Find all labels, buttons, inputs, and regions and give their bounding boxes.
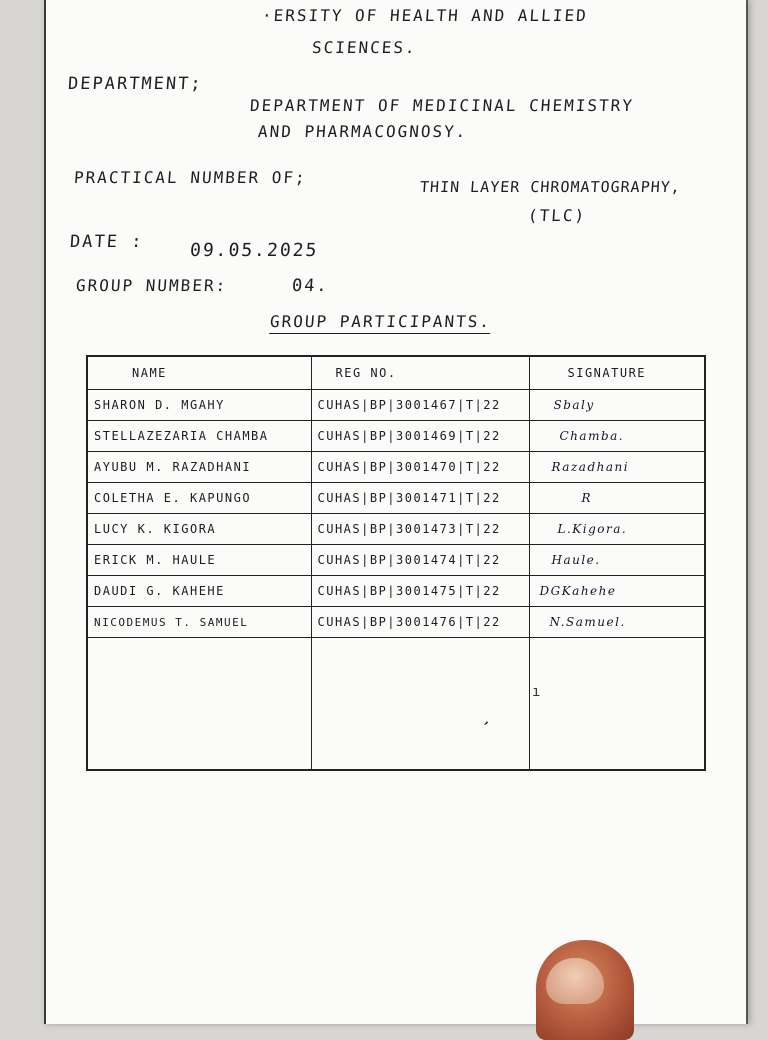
participant-name: AYUBU M. RAZADHANI xyxy=(87,452,311,483)
department-value-line-1: DEPARTMENT OF MEDICINAL CHEMISTRY xyxy=(249,96,635,115)
participant-name: ERICK M. HAULE xyxy=(87,545,311,576)
thumbnail-image xyxy=(546,958,604,1004)
header-reg-no: REG NO. xyxy=(311,356,529,390)
empty-cell xyxy=(87,638,311,771)
date-value: 09.05.2025 xyxy=(189,240,320,261)
participant-reg-no: CUHAS|BP|3001470|T|22 xyxy=(311,452,529,483)
empty-cell xyxy=(311,638,529,771)
participant-name: COLETHA E. KAPUNGO xyxy=(87,483,311,514)
practical-value: THIN LAYER CHROMATOGRAPHY, xyxy=(419,178,682,196)
department-value-line-2: AND PHARMACOGNOSY. xyxy=(257,122,469,141)
participant-reg-no: CUHAS|BP|3001475|T|22 xyxy=(311,576,529,607)
participant-signature: L.Kigora. xyxy=(529,514,705,545)
table-row-empty xyxy=(87,638,705,771)
participant-reg-no: CUHAS|BP|3001471|T|22 xyxy=(311,483,529,514)
header-signature: SIGNATURE xyxy=(529,356,705,390)
participant-signature: Sbaly xyxy=(529,390,705,421)
participant-reg-no: CUHAS|BP|3001469|T|22 xyxy=(311,421,529,452)
participant-signature: N.Samuel. xyxy=(529,607,705,638)
table-row xyxy=(87,607,705,638)
participant-name: STELLAZEZARIA CHAMBA xyxy=(87,421,311,452)
table-header-row xyxy=(87,356,705,390)
participants-table xyxy=(86,355,706,771)
practical-abbrev: (TLC) xyxy=(527,206,587,225)
group-number-value: 04. xyxy=(291,276,330,296)
empty-cell xyxy=(529,638,705,771)
university-line-1: ·ERSITY OF HEALTH AND ALLIED xyxy=(261,6,589,25)
table-row xyxy=(87,576,705,607)
university-line-2: SCIENCES. xyxy=(311,38,418,57)
group-participants-title: GROUP PARTICIPANTS. xyxy=(269,312,492,331)
pen-mark: ı xyxy=(532,684,541,700)
pen-mark: , xyxy=(480,710,496,730)
table-row xyxy=(87,545,705,576)
date-label: DATE : xyxy=(69,232,145,252)
participant-name: SHARON D. MGAHY xyxy=(87,390,311,421)
group-number-label: GROUP NUMBER: xyxy=(75,276,228,295)
table-row xyxy=(87,452,705,483)
participant-reg-no: CUHAS|BP|3001474|T|22 xyxy=(311,545,529,576)
participant-name: LUCY K. KIGORA xyxy=(87,514,311,545)
participant-name: NICODEMUS T. SAMUEL xyxy=(87,607,311,638)
table-row xyxy=(87,483,705,514)
department-label: DEPARTMENT; xyxy=(67,74,204,94)
practical-label: PRACTICAL NUMBER OF; xyxy=(73,168,308,187)
participant-signature: Chamba. xyxy=(529,421,705,452)
header-name: NAME xyxy=(87,356,311,390)
participant-signature: Razadhani xyxy=(529,452,705,483)
participant-name: DAUDI G. KAHEHE xyxy=(87,576,311,607)
participant-reg-no: CUHAS|BP|3001467|T|22 xyxy=(311,390,529,421)
participant-reg-no: CUHAS|BP|3001473|T|22 xyxy=(311,514,529,545)
table-row xyxy=(87,421,705,452)
table-row xyxy=(87,514,705,545)
participant-signature: Haule. xyxy=(529,545,705,576)
participant-reg-no: CUHAS|BP|3001476|T|22 xyxy=(311,607,529,638)
participant-signature: DGKahehe xyxy=(529,576,705,607)
participant-signature: R xyxy=(529,483,705,514)
table-row xyxy=(87,390,705,421)
